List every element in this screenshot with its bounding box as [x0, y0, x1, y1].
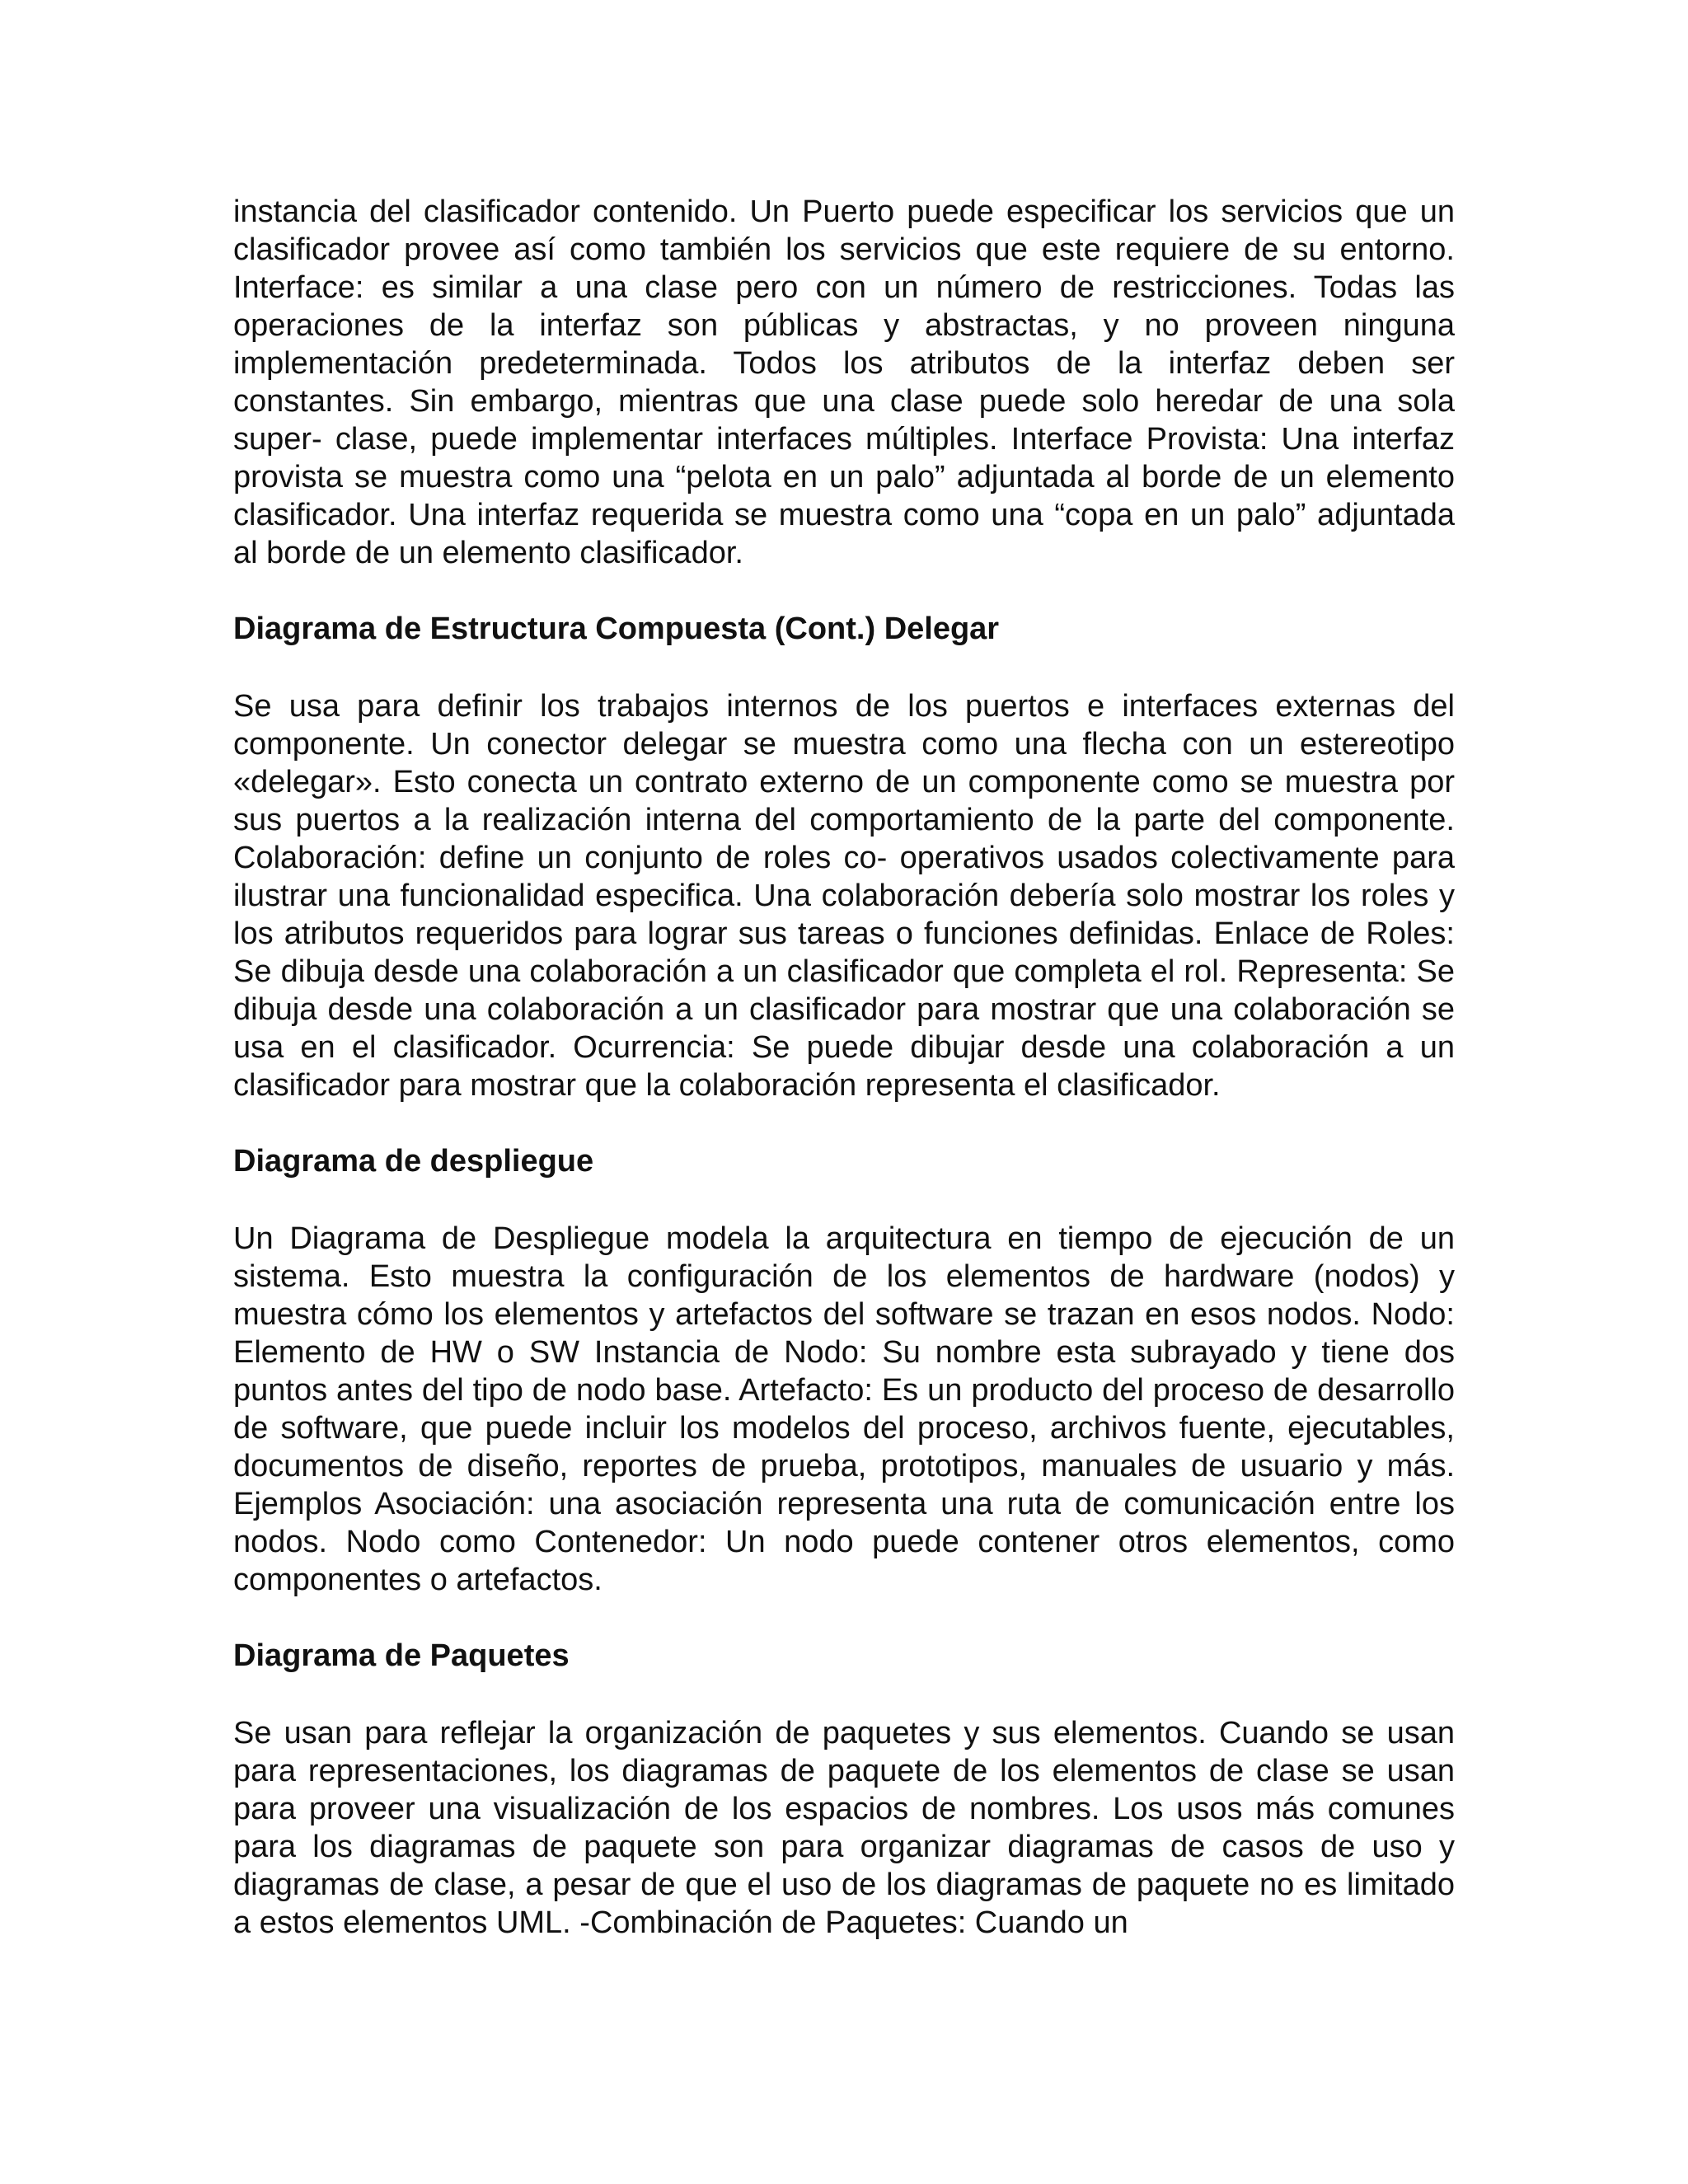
paragraph-deployment: Un Diagrama de Despliegue modela la arquitectura en tiempo de ejecución de un sistema. Esto muestra la configuración de los elementos de hardware (nodos) y muestra cómo los elementos y artefactos del software se trazan en esos nodos. Nodo: Elemento de HW o SW Instancia de Nodo: Su nombre esta subrayado y tiene dos puntos antes del tipo de nodo base. Artefacto: Es un producto del proceso de desarrollo de software, que puede incluir los modelos del proceso, archivos fuente, ejecutables, documentos de diseño, reportes de prueba, prototipos, manuales de usuario y más. Ejemplos Asociación: una asociación representa una ruta de comunicación entre los nodos. Nodo como Contenedor: Un nodo puede contener otros elementos, como componentes o artefactos. — [233, 1221, 1455, 1597]
heading-deployment-diagram: Diagrama de despliegue — [233, 1144, 594, 1179]
paragraph-interfaces: instancia del clasificador contenido. Un Puerto puede especificar los servicios que un clasificador provee así como también los servicios que este requiere de su entorno. Interface: es similar a una clase pero con un número de restricciones. Todas las operaciones de la interfaz son públicas y abstractas, y no proveen ninguna implementación predeterminada. Todos los atributos de la interfaz deben ser constantes. Sin embargo, mientras que una clase puede solo heredar de una sola super- clase, puede implementar interfaces múltiples. Interface Provista: Una interfaz provista se muestra como una “pelota en un palo” adjuntada al borde de un elemento clasificador. Una interfaz requerida se muestra como una “copa en un palo” adjuntada al borde de un elemento clasificador. — [233, 194, 1455, 570]
heading-composite-structure-delegate: Diagrama de Estructura Compuesta (Cont.) Delegar — [233, 612, 1000, 646]
document-page — [233, 193, 1455, 1942]
heading-package-diagram: Diagrama de Paquetes — [233, 1638, 570, 1673]
paragraph-packages: Se usan para reflejar la organización de paquetes y sus elementos. Cuando se usan para representaciones, los diagramas de paquete de los elementos de clase se usan para proveer una visualización de los espacios de nombres. Los usos más comunes para los diagramas de paquete son para organizar diagramas de casos de uso y diagramas de clase, a pesar de que el uso de los diagramas de paquete no es limitado a estos elementos UML. -Combinación de Paquetes: Cuando un — [233, 1716, 1455, 1940]
paragraph-delegate: Se usa para definir los trabajos internos de los puertos e interfaces externas del componente. Un conector delegar se muestra como una flecha con un estereotipo «delegar». Esto conecta un contrato externo de un componente como se muestra por sus puertos a la realización interna del comportamiento de la parte del componente. Colaboración: define un conjunto de roles co- operativos usados colectivamente para ilustrar una funcionalidad especifica. Una colaboración debería solo mostrar los roles y los atributos requeridos para lograr sus tareas o funciones definidas. Enlace de Roles: Se dibuja desde una colaboración a un clasificador que completa el rol. Representa: Se dibuja desde una colaboración a un clasificador para mostrar que una colaboración se usa en el clasificador. Ocurrencia: Se puede dibujar desde una colaboración a un clasificador para mostrar que la colaboración representa el clasificador. — [233, 689, 1455, 1103]
